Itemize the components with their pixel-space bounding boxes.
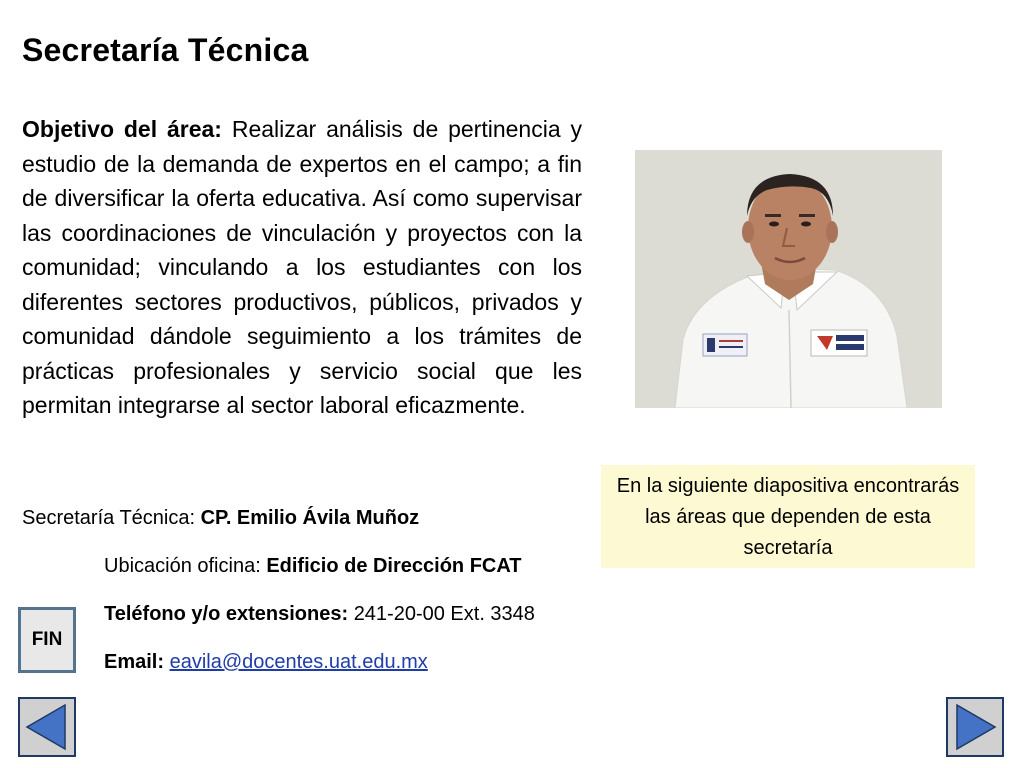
office-value: Edificio de Dirección FCAT (266, 555, 522, 577)
slide-title: Secretaría Técnica (22, 32, 309, 68)
next-slide-note: En la siguiente diapositiva encontrarás las áreas que dependen de esta secretaría (601, 465, 975, 568)
phone-label: Teléfono y/o extensiones: (104, 603, 354, 625)
email-link[interactable]: eavila@docentes.uat.edu.mx (169, 651, 428, 673)
portrait-illustration (635, 150, 942, 408)
triangle-left-icon (20, 699, 74, 755)
prev-slide-button[interactable] (18, 697, 76, 757)
objective-paragraph (22, 112, 582, 423)
head-name: CP. Emilio Ávila Muñoz (200, 507, 420, 529)
triangle-right-icon (948, 699, 1002, 755)
phone-row (104, 603, 535, 626)
email-label: Email: (104, 651, 170, 673)
email-row (104, 651, 428, 674)
phone-value: 241-20-00 Ext. 3348 (353, 603, 535, 625)
office-row (104, 555, 522, 578)
next-slide-button[interactable] (946, 697, 1004, 757)
head-label: Secretaría Técnica: (22, 507, 201, 529)
objective-text: Realizar análisis de pertinencia y estudio de la demanda de expertos en el campo; a fin de diversificar la oferta educativa. Así como supervisar las coordinaciones de vinculación y proyectos con la comunidad; vinculando a los estudiantes con los diferentes sectores productivos, públicos, privados y comunidad dándole seguimiento a los trámites de prácticas profesionales y servicio social que les permitan integrarse al sector laboral eficazmente. (22, 116, 582, 418)
portrait-photo (635, 150, 942, 408)
head-row (22, 507, 419, 530)
fin-button[interactable]: FIN (18, 607, 76, 673)
office-label: Ubicación oficina: (104, 555, 267, 577)
objective-label: Objetivo del área: (22, 116, 222, 142)
